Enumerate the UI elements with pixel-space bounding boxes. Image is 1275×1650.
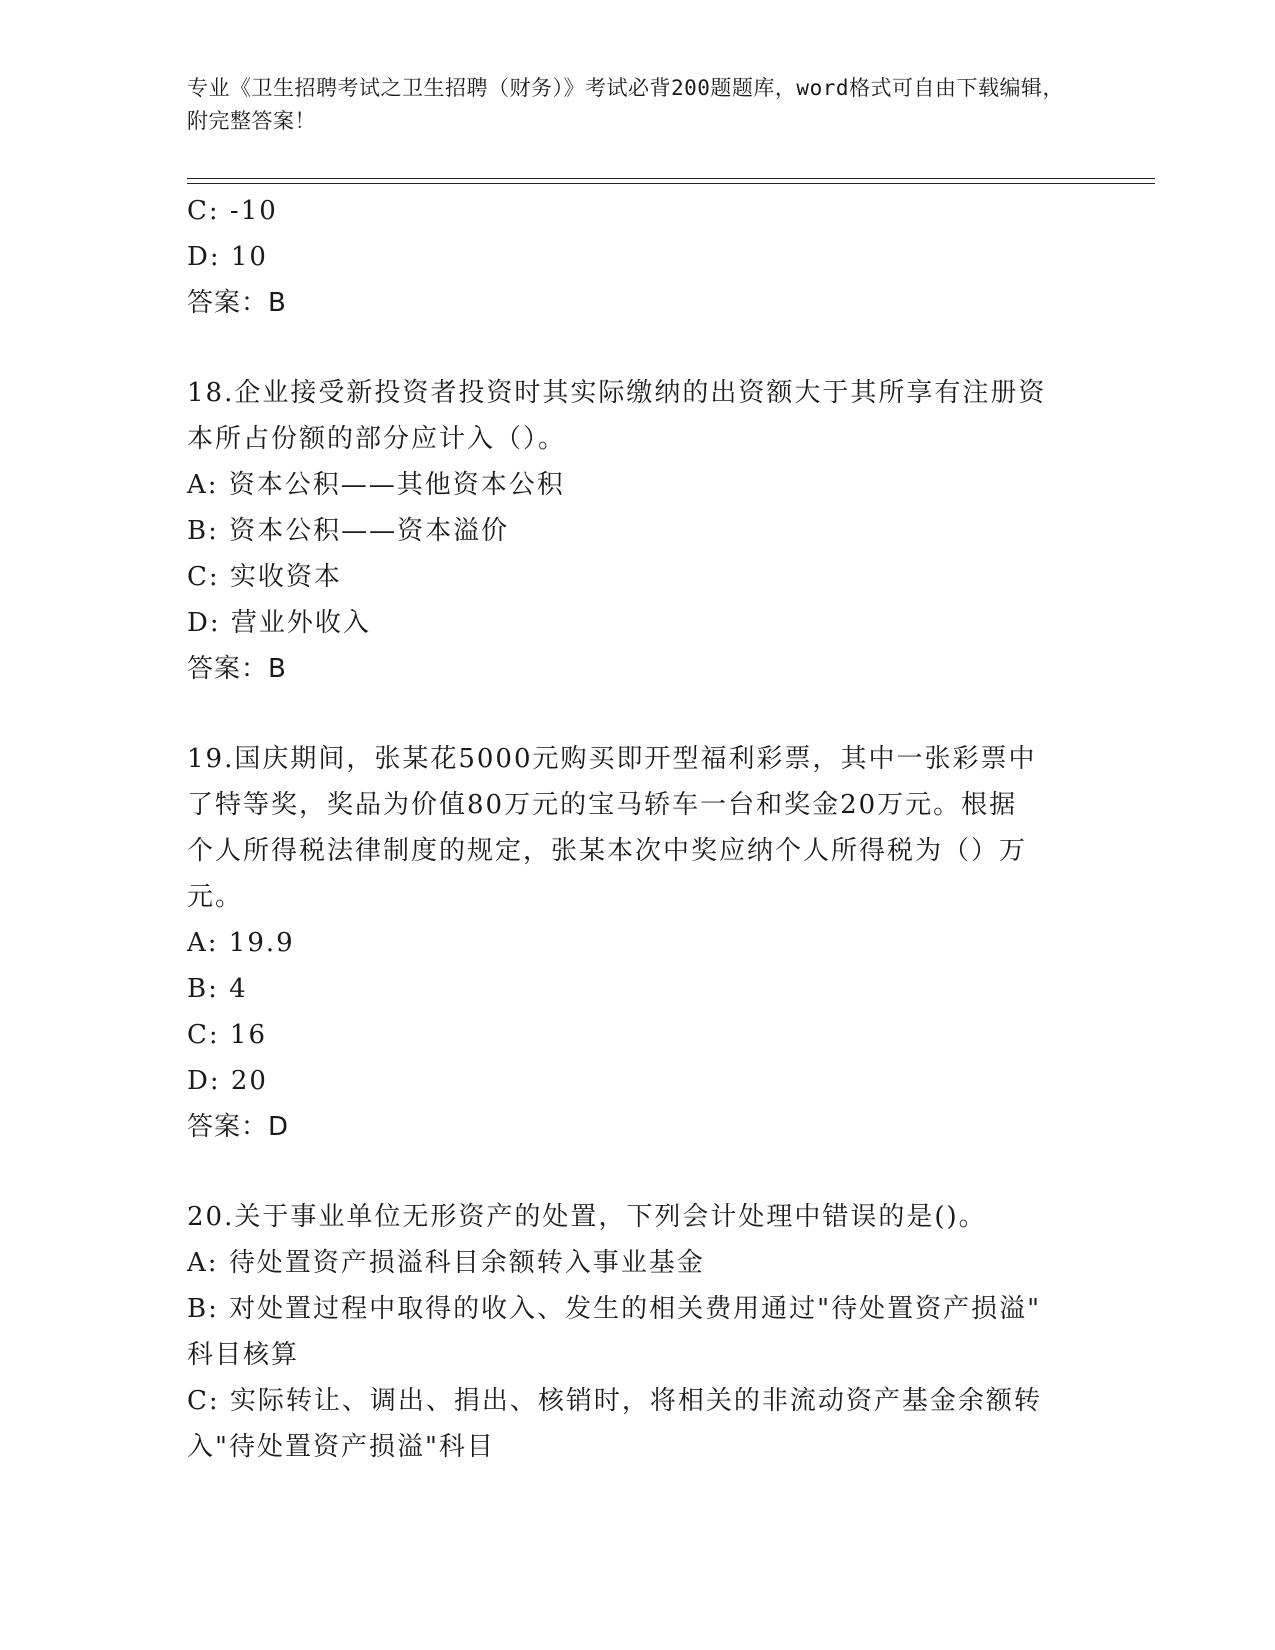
question-19 xyxy=(187,736,1087,1150)
option-d: D: 营业外收入 xyxy=(187,608,371,638)
answer-line: 答案：B xyxy=(187,654,287,684)
option-d: D: 20 xyxy=(187,1066,268,1096)
answer-line: 答案：D xyxy=(187,1112,290,1142)
spacer xyxy=(187,326,1087,370)
option-c: C: 实收资本 xyxy=(187,562,342,592)
question-stem: 了特等奖，奖品为价值80万元的宝马轿车一台和奖金20万元。根据 xyxy=(187,790,1018,820)
question-stem: 本所占份额的部分应计入（）。 xyxy=(187,424,567,454)
header-rule-top xyxy=(187,178,1155,179)
option-c: C: 16 xyxy=(187,1020,268,1050)
question-stem: 18.企业接受新投资者投资时其实际缴纳的出资额大于其所享有注册资 xyxy=(187,378,1047,408)
option-c: C: -10 xyxy=(187,196,278,226)
question-stem: 元。 xyxy=(187,882,244,912)
option-b: B: 4 xyxy=(187,974,248,1004)
question-17-tail xyxy=(187,188,1087,326)
document-header: 专业《卫生招聘考试之卫生招聘（财务）》考试必背200题题库，word格式可自由下载编辑，附完整答案！ xyxy=(187,76,1064,133)
spacer xyxy=(187,1150,1087,1194)
option-b-continued: 科目核算 xyxy=(187,1340,300,1370)
option-c-continued: 入"待处置资产损溢"科目 xyxy=(187,1432,495,1462)
question-18 xyxy=(187,370,1087,692)
question-stem: 20.关于事业单位无形资产的处置，下列会计处理中错误的是()。 xyxy=(187,1202,987,1232)
question-list xyxy=(187,188,1087,1470)
option-a: A: 19.9 xyxy=(187,928,295,958)
answer-line: 答案：B xyxy=(187,288,287,318)
option-d: D: 10 xyxy=(187,242,268,272)
header-rule-bottom xyxy=(187,183,1155,184)
option-c: C: 实际转让、调出、捐出、核销时，将相关的非流动资产基金余额转 xyxy=(187,1386,1042,1416)
option-b: B: 资本公积——资本溢价 xyxy=(187,516,510,546)
question-stem: 个人所得税法律制度的规定，张某本次中奖应纳个人所得税为（）万 xyxy=(187,836,1028,866)
question-stem: 19.国庆期间，张某花5000元购买即开型福利彩票，其中一张彩票中 xyxy=(187,744,1037,774)
spacer xyxy=(187,692,1087,736)
question-20 xyxy=(187,1194,1087,1470)
option-a: A: 待处置资产损溢科目余额转入事业基金 xyxy=(187,1248,705,1278)
option-a: A: 资本公积——其他资本公积 xyxy=(187,470,565,500)
option-b: B: 对处置过程中取得的收入、发生的相关费用通过"待处置资产损溢" xyxy=(187,1294,1042,1324)
